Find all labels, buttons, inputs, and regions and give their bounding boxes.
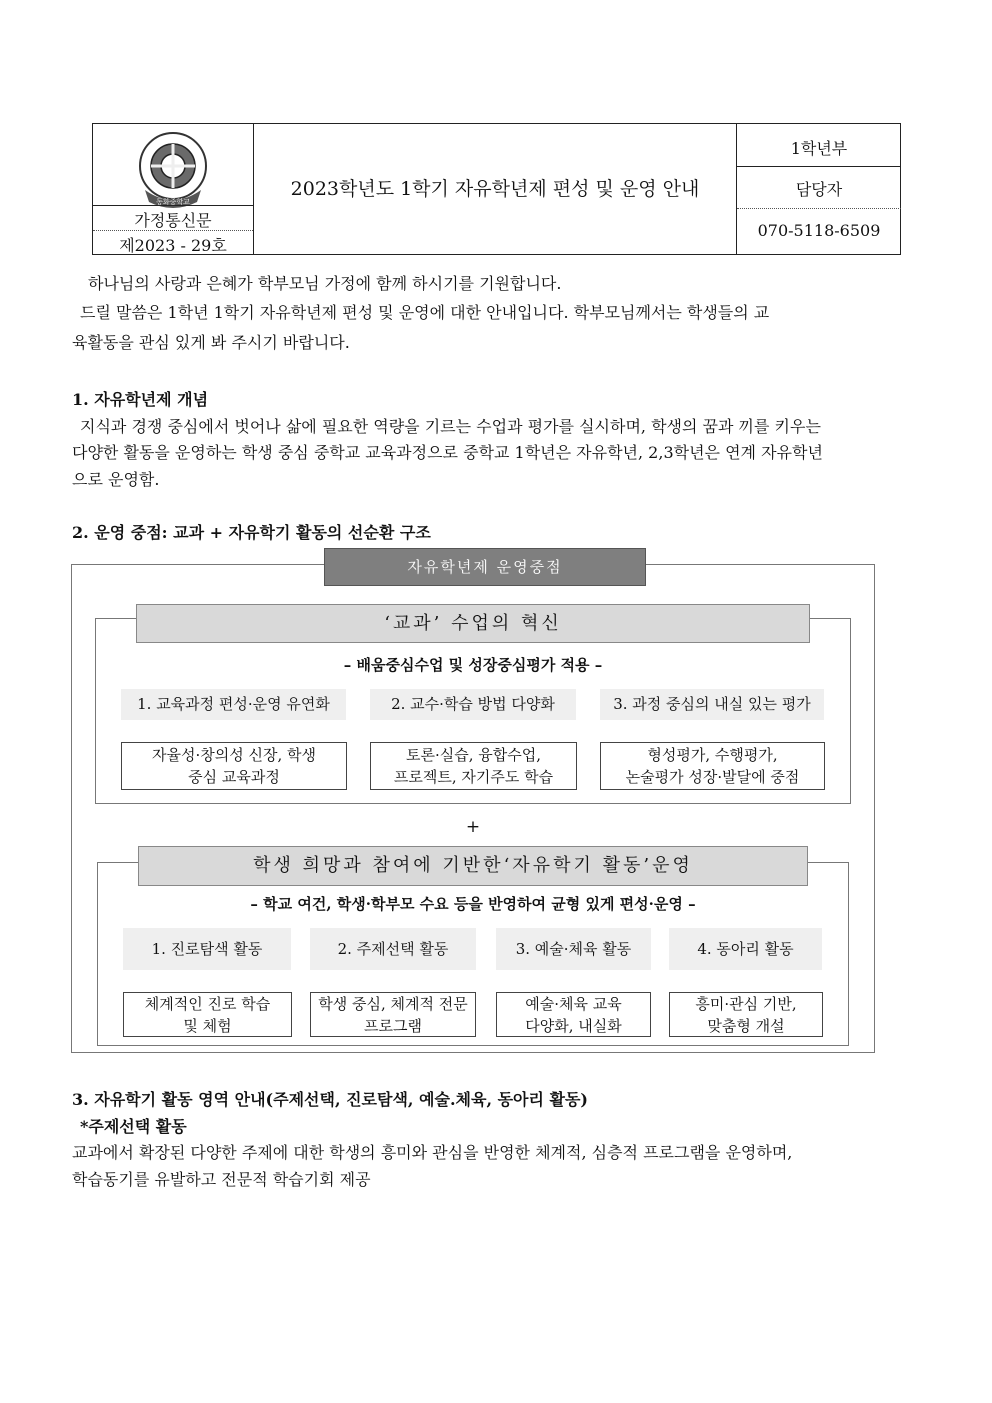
block2-item-1-desc: 체계적인 진로 학습 및 체험 — [123, 992, 292, 1037]
intro-line-2: 드릴 말씀은 1학년 1학기 자유학년제 편성 및 운영에 대한 안내입니다. 학부모님께서는 학생들의 교 — [80, 303, 770, 322]
block2-item-4-desc: 흥미·관심 기반, 맞춤형 개설 — [669, 992, 823, 1037]
issue-number: 제2023 - 29호 — [119, 236, 227, 255]
block2-subtitle: – 학교 여건, 학생·학부모 수요 등을 반영하여 균형 있게 편성·운영 – — [250, 895, 696, 913]
block1-subtitle: – 배움중심수업 및 성장중심평가 적용 – — [343, 656, 603, 674]
dotted-divider — [737, 208, 901, 209]
section2-heading: 2. 운영 중점: 교과 + 자유학기 활동의 선순환 구조 — [72, 523, 431, 542]
block1-item-3-desc: 형성평가, 수행평가, 논술평가 성장·발달에 중점 — [600, 742, 825, 790]
block2-item-4-label: 4. 동아리 활동 — [669, 928, 822, 970]
section3-subheading: *주제선택 활동 — [80, 1117, 187, 1136]
contact-label: 담당자 — [795, 180, 843, 199]
divider — [93, 205, 253, 206]
block1-item-1-label: 1. 교육과정 편성·운영 유연화 — [121, 689, 346, 720]
block1-item-2-desc: 토론·실습, 융합수업, 프로젝트, 자기주도 학습 — [370, 742, 577, 790]
plus-sign: + — [465, 817, 481, 837]
section1-line-1: 지식과 경쟁 중심에서 벗어나 삶에 필요한 역량을 기르는 수업과 평가를 실시하며, 학생의 꿈과 끼를 키우는 — [80, 417, 821, 436]
block2-item-2-label: 2. 주제선택 활동 — [310, 928, 476, 970]
department: 1학년부 — [790, 139, 848, 158]
header-table — [92, 123, 901, 255]
block1-item-2-label: 2. 교수·학습 방법 다양화 — [370, 689, 576, 720]
phone-number: 070-5118-6509 — [757, 221, 881, 240]
divider — [737, 166, 901, 167]
block2-item-2-desc: 학생 중심, 체계적 전문 프로그램 — [310, 992, 476, 1037]
section1-line-2: 다양한 활동을 운영하는 학생 중심 중학교 교육과정으로 중학교 1학년은 자유학년, 2,3학년은 연계 자유학년 — [72, 443, 823, 462]
block2-item-3-label: 3. 예술·체육 활동 — [496, 928, 651, 970]
dotted-divider — [93, 230, 253, 231]
section1-line-3: 으로 운영함. — [72, 470, 160, 489]
header-left-cell — [93, 124, 254, 254]
block2-title: 학생 희망과 참여에 기반한‘자유학기 활동’운영 — [138, 846, 808, 886]
block2-item-3-desc: 예술·체육 교육 다양화, 내실화 — [496, 992, 651, 1037]
block1-title: ‘교과’ 수업의 혁신 — [136, 604, 810, 643]
block2-item-1-label: 1. 진로탐색 활동 — [123, 928, 291, 970]
newsletter-label: 가정통신문 — [134, 211, 212, 230]
block1-item-3-label: 3. 과정 중심의 내실 있는 평가 — [600, 689, 824, 720]
block1-item-1-desc: 자율성·창의성 신장, 학생 중심 교육과정 — [121, 742, 347, 790]
logo-name: 동화중학교 — [156, 198, 190, 206]
school-logo-icon — [133, 130, 213, 210]
diagram-title: 자유학년제 운영중점 — [324, 548, 646, 586]
section3-line-2: 학습동기를 유발하고 전문적 학습기회 제공 — [72, 1170, 371, 1189]
page-title: 2023학년도 1학기 자유학년제 편성 및 운영 안내 — [290, 178, 700, 200]
section3-line-1: 교과에서 확장된 다양한 주제에 대한 학생의 흥미와 관심을 반영한 체계적, 심층적 프로그램을 운영하며, — [72, 1143, 793, 1162]
section3-heading: 3. 자유학기 활동 영역 안내(주제선택, 진로탐색, 예술.체육, 동아리 활동) — [72, 1090, 589, 1109]
header-right-cell — [736, 124, 901, 254]
section1-heading: 1. 자유학년제 개념 — [72, 390, 209, 409]
intro-line-3: 육활동을 관심 있게 봐 주시기 바랍니다. — [72, 333, 350, 352]
intro-line-1: 하나님의 사랑과 은혜가 학부모님 가정에 함께 하시기를 기원합니다. — [88, 274, 562, 293]
